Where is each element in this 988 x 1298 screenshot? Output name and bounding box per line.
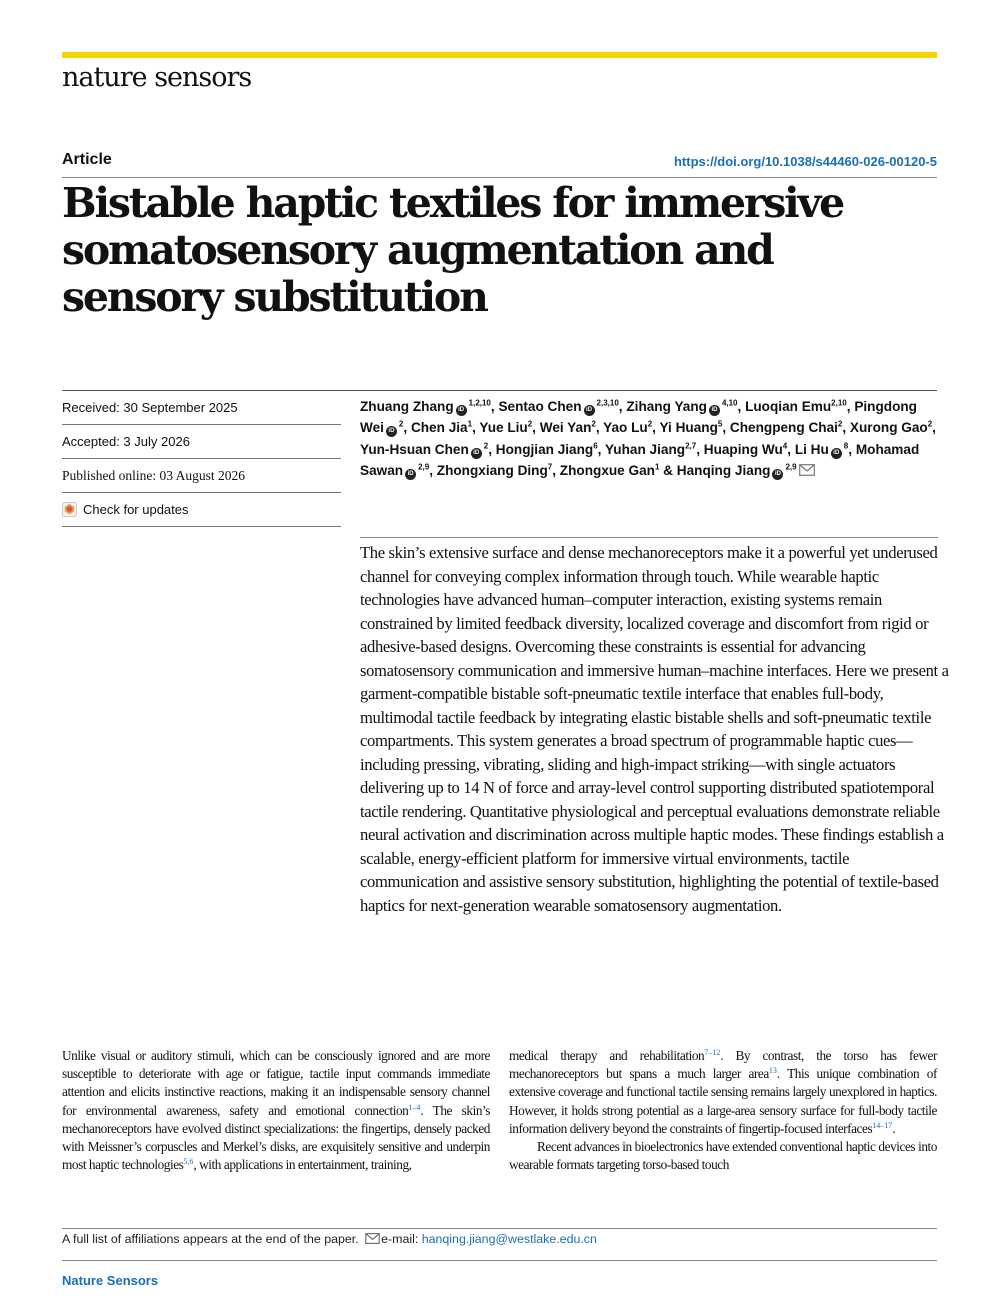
citation-link[interactable]: 7–12 — [704, 1048, 721, 1057]
published-date: Published online: 03 August 2026 — [62, 459, 341, 493]
author-name[interactable]: Luoqian Emu — [745, 399, 832, 414]
body-paragraph — [509, 1047, 937, 1138]
author-affiliation: 2,10 — [831, 398, 847, 408]
citation-link[interactable]: 13 — [768, 1066, 777, 1076]
orcid-icon[interactable]: iD — [772, 469, 783, 480]
orcid-icon[interactable]: iD — [709, 405, 720, 416]
orcid-icon[interactable]: iD — [386, 426, 397, 437]
footer-divider — [62, 1260, 937, 1261]
author-affiliation: 8 — [843, 441, 849, 451]
author-affiliation: 7 — [547, 462, 553, 472]
citation-link[interactable]: 14–17 — [872, 1120, 893, 1130]
footer-journal-name: Nature Sensors — [62, 1273, 159, 1288]
body-paragraph: Recent advances in bioelectronics have extended conventional haptic devices into wearable formats targeting torso-based touch — [509, 1139, 937, 1173]
body-paragraph — [62, 1047, 490, 1174]
author-affiliation: 2 — [591, 419, 596, 429]
author-affiliation: 2,3,10 — [596, 398, 619, 408]
affiliations-note: A full list of affiliations appears at the end of the paper. — [62, 1232, 359, 1246]
author-name[interactable]: Hanqing Jiang — [676, 462, 771, 478]
author-list: Zhuang Zhang iD$^{1,2,10}$, Sentao Chen iD$^{2,3,10}$, Zihang Yang iD$^{4,10}$, Luoqian Emu$^{2,10}$, Pingdong Wei $iD^2$, Chen Jia$^1$, Yue Liu$^2$, Wei Yan$^2$, Yao Lu$^2$, Yi Huang$^5$, Chengpeng Chai$^2$, Xurong Gao$^2$, Yun-Hsuan Chen $iD^2$, Hongjian Jiang$^6$, Yuhan Jiang$^{2,7}$, Huaping Wu$^4$, Li Hu $iD^8$, Mohamad Sawan iD$^{2,9}$, Zhongxiang Ding$^7$, Zhongxue Gan$^1$ & Hanqing Jiang iD$^{2,9}$ — [360, 398, 936, 478]
affiliations-footnote — [62, 1231, 597, 1247]
author-affiliation: 2 — [483, 441, 489, 451]
received-date: Received: 30 September 2025 — [62, 391, 341, 425]
author-name[interactable]: Yun-Hsuan Chen — [360, 441, 469, 457]
article-title: Bistable haptic textiles for immersive somatosensory augmentation and sensory substitution — [62, 179, 844, 321]
author-name[interactable]: Wei Yan — [539, 420, 592, 436]
body-text: , with applications in entertainment, training, — [193, 1157, 412, 1173]
body-column-left — [62, 1047, 490, 1174]
author-name[interactable]: Huaping Wu — [703, 441, 783, 457]
body-text: . By contrast, the torso has fewer mechanoreceptors but spans a much larger area — [509, 1048, 937, 1082]
abstract: The skin’s extensive surface and dense mechanoreceptors make it a powerful yet underused channel for conveying complex information through touch. While wearable haptic technologies have advanced human–computer interaction, existing systems remain constrained by limited feedback diversity, localized coverage and discomfort from rigid or adhesive-based designs. Overcoming these constraints is essential for advancing somatosensory communication and immersive human–machine interfaces. Here we present a garment-compatible bistable soft-pneumatic textile interface that enables full-body, multimodal tactile feedback by integrating elastic bistable shells and soft-pneumatic textile compartments. This system generates a broad spectrum of programmable haptic cues—including pressing, vibrating, sliding and high-impact striking—with single actuators delivering up to 14 N of force and array-level control supporting distributed spatiotemporal tactile rendering. Quantitative physiological and perceptual evaluations demonstrate reliable neural activation and discrimination across multiple haptic modes. These findings establish a scalable, energy-efficient platform for immersive virtual environments, tactile communication and assistive sensory substitution, highlighting the potential of textile-based haptics for next-generation wearable somatosensory augmentation. — [360, 543, 949, 915]
author-name[interactable]: Zhongxiang Ding — [436, 462, 548, 478]
envelope-icon — [365, 1233, 380, 1244]
journal-logo: nature sensors — [62, 62, 252, 93]
author-name[interactable]: Sentao Chen — [498, 399, 582, 414]
email-label: e-mail: — [381, 1232, 422, 1246]
author-affiliation: 2,9 — [418, 462, 430, 472]
header-divider — [62, 177, 937, 178]
check-for-updates-label: Check for updates — [83, 502, 189, 517]
author-name[interactable]: Zhongxue Gan — [559, 462, 655, 478]
orcid-icon[interactable]: iD — [584, 405, 595, 416]
author-affiliation: 1 — [467, 419, 473, 429]
author-affiliation: 4 — [782, 441, 788, 451]
author-name[interactable]: Chen Jia — [410, 420, 468, 436]
citation-link[interactable]: 5,6 — [183, 1157, 194, 1167]
author-name[interactable]: Mohamad Sawan — [360, 441, 920, 478]
orcid-icon[interactable]: iD — [456, 405, 467, 416]
author-affiliation: 2 — [647, 419, 653, 429]
author-affiliation: 1,2,10 — [468, 398, 491, 408]
author-name[interactable]: Xurong Gao — [849, 420, 928, 436]
check-for-updates-button[interactable] — [62, 493, 341, 527]
author-affiliation: 5 — [717, 419, 723, 429]
journal-accent-bar — [62, 52, 937, 58]
article-history — [62, 391, 341, 527]
author-affiliation: 2 — [837, 419, 843, 429]
author-name[interactable]: Yi Huang — [659, 420, 718, 436]
citation-link[interactable]: 1–4 — [408, 1102, 421, 1112]
author-affiliation: 2,7 — [685, 441, 697, 451]
check-for-updates-icon — [62, 502, 77, 517]
body-text: . This unique combination of extensive coverage and functional tactile sensing remains largely unexplored in haptics. However, it holds strong potential as a large-area sensory surface for full-body tactile information delivery beyond the constraints of fingertip-focused interfaces — [509, 1066, 937, 1136]
body-text: . — [892, 1120, 896, 1136]
body-text: medical therapy and rehabilitation — [509, 1048, 705, 1063]
author-name[interactable]: Zihang Yang — [626, 399, 707, 414]
orcid-icon[interactable]: iD — [471, 448, 482, 459]
accepted-date: Accepted: 3 July 2026 — [62, 425, 341, 459]
author-name[interactable]: Yuhan Jiang — [604, 441, 686, 457]
author-affiliation: 2 — [927, 419, 933, 429]
author-name[interactable]: Li Hu — [794, 441, 829, 457]
author-name[interactable]: Pingdong Wei — [360, 399, 917, 436]
author-name[interactable]: Yao Lu — [603, 420, 648, 436]
orcid-icon[interactable]: iD — [831, 448, 842, 459]
article-type-label: Article — [62, 151, 112, 168]
author-name[interactable]: Chengpeng Chai — [729, 420, 838, 436]
body-column-right — [509, 1047, 937, 1174]
doi-link[interactable]: https://doi.org/10.1038/s44460-026-00120-5 — [673, 154, 937, 169]
author-affiliation: 2 — [398, 419, 404, 429]
author-affiliation: 6 — [593, 441, 598, 451]
footnote-divider — [62, 1228, 937, 1229]
email-link[interactable]: hanqing.jiang@westlake.edu.cn — [421, 1232, 597, 1246]
author-name[interactable]: Zhuang Zhang — [360, 399, 454, 414]
author-affiliation: 2 — [527, 419, 533, 429]
author-name[interactable]: Hongjian Jiang — [495, 441, 594, 457]
author-affiliation: 1 — [654, 462, 660, 472]
author-affiliation: 2,9 — [785, 462, 797, 472]
orcid-icon[interactable]: iD — [405, 469, 416, 480]
corresponding-author-envelope-icon[interactable] — [799, 464, 815, 476]
author-affiliation: 4,10 — [721, 398, 738, 408]
abstract-divider — [360, 537, 938, 538]
author-name[interactable]: Yue Liu — [479, 420, 528, 436]
body-text: . The skin’s mechanoreceptors have evolved distinct specializations: the fingertips, densely packed with Meissner’s corpuscles and Merkel’s disks, are exquisitely sensitive and underpin most haptic technologies — [62, 1102, 491, 1173]
body-text: Unlike visual or auditory stimuli, which can be consciously ignored and are more susceptible to deteriorate with age or fatigue, tactile input commands immediate attention and elicits instinctive reactions, making it an indispensable sensory channel for environmental awareness, safety and emotional connection — [62, 1048, 490, 1118]
